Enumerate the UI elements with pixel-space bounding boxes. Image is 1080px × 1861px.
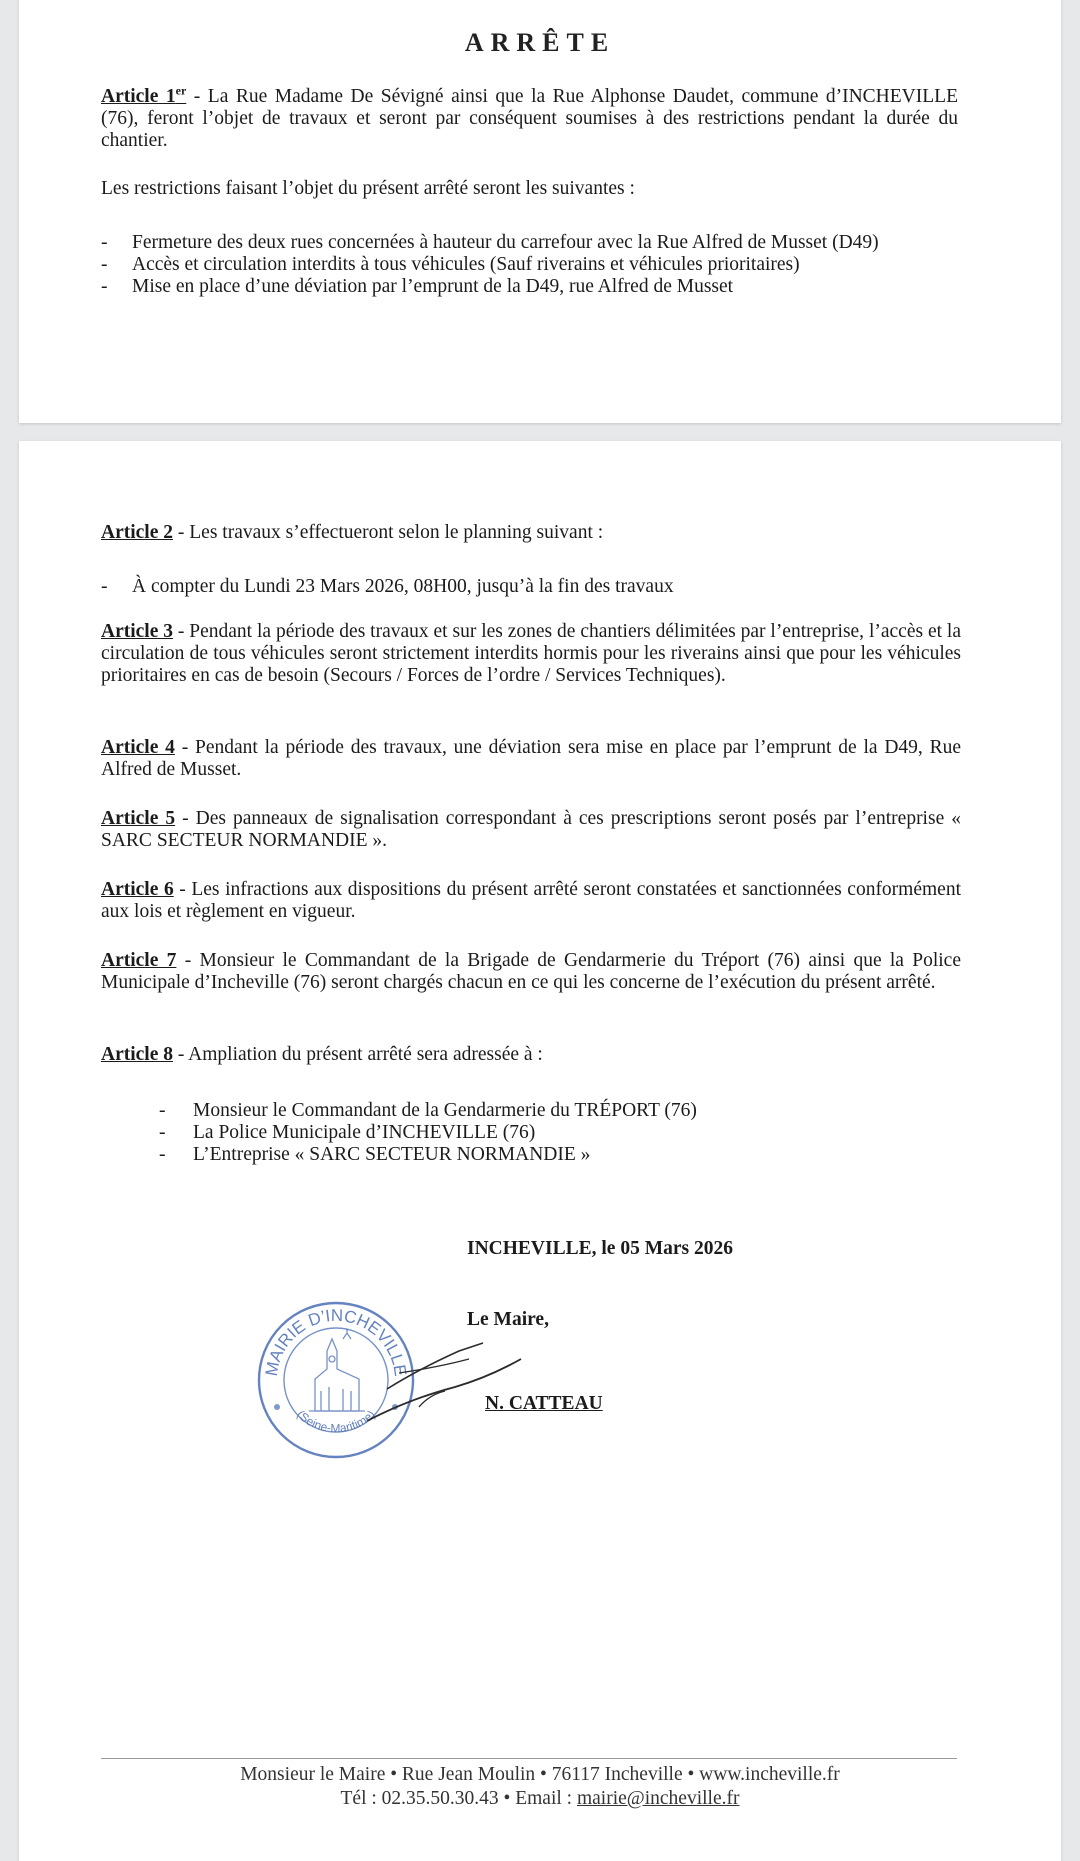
article-2-text: - Les travaux s’effectueront selon le planning suivant : (173, 522, 604, 543)
article-8-label: Article 8 (101, 1044, 174, 1065)
article-3 (101, 621, 961, 687)
footer-divider (101, 1758, 957, 1759)
footer-tel: Tél : 02.35.50.30.43 • Email : (340, 1788, 577, 1809)
article-1-sup: er (175, 83, 187, 98)
signature-name: N. CATTEAU (485, 1393, 603, 1414)
article-7 (101, 950, 961, 994)
footer-address: Monsieur le Maire • Rue Jean Moulin • 76117 Incheville • www.incheville.fr (240, 1764, 840, 1785)
list-item: - Fermeture des deux rues concernées à hauteur du carrefour avec la Rue Alfred de Musset (D49) (101, 232, 961, 254)
article-6-label: Article 6 (101, 879, 174, 900)
article-6 (101, 879, 961, 923)
article-8 (101, 1044, 961, 1066)
document-page-2 (19, 441, 1061, 1861)
article-4-text: - Pendant la période des travaux, une déviation sera mise en place par l’emprunt de la D49, Rue Alfred de Musset. (101, 737, 961, 780)
planning-list (101, 576, 961, 598)
mayor-signature (359, 1329, 529, 1439)
stamp-text-top: MAIRIE D’INCHEVILLE (261, 1305, 411, 1378)
list-item: - Accès et circulation interdits à tous véhicules (Sauf riverains et véhicules prioritaires) (101, 254, 961, 276)
article-1-label: Article 1 (101, 86, 176, 107)
article-7-text: - Monsieur le Commandant de la Brigade de Gendarmerie du Tréport (76) ainsi que la Police Municipale d’Incheville (76) seront chargés chacun en ce qui les concerne de l’exécution du présent arrêté. (101, 950, 961, 993)
article-5 (101, 808, 961, 852)
church-emblem-icon (309, 1329, 365, 1411)
article-4 (101, 737, 961, 781)
list-item: - L’Entreprise « SARC SECTEUR NORMANDIE » (159, 1144, 959, 1166)
article-7-label: Article 7 (101, 950, 177, 971)
article-1-text: - La Rue Madame De Sévigné ainsi que la Rue Alphonse Daudet, commune d’INCHEVILLE (76), feront l’objet de travaux et seront par conséquent soumises à des restrictions pendant la durée du chantier. (101, 86, 958, 151)
article-4-label: Article 4 (101, 737, 175, 758)
article-3-label: Article 3 (101, 621, 174, 642)
restrictions-intro: Les restrictions faisant l’objet du présent arrêté seront les suivantes : (101, 178, 635, 199)
article-3-text: - Pendant la période des travaux et sur les zones de chantiers délimitées par l’entreprise, l’accès et la circulation de tous véhicules seront strictement interdits hormis pour les riverains ainsi que pour les véhicules prioritaires en cas de besoin (Secours / Forces de l’ordre / Services Techniques). (101, 621, 961, 686)
page-title: ARRÊTE (464, 28, 616, 57)
article-8-text: - Ampliation du présent arrêté sera adressée à : (173, 1044, 543, 1065)
article-6-text: - Les infractions aux dispositions du présent arrêté seront constatées et sanctionnées conformément aux lois et règlement en vigueur. (101, 879, 961, 922)
footer (19, 1763, 1061, 1811)
list-item: - Monsieur le Commandant de la Gendarmerie du TRÉPORT (76) (159, 1100, 959, 1122)
signature-role: Le Maire, (467, 1309, 549, 1330)
document-page-1 (19, 0, 1061, 423)
article-2-label: Article 2 (101, 522, 174, 543)
article-2 (101, 522, 958, 544)
footer-contact (19, 1787, 1061, 1811)
signature-place-date: INCHEVILLE, le 05 Mars 2026 (467, 1238, 733, 1259)
article-1 (101, 83, 958, 152)
article-5-text: - Des panneaux de signalisation correspondant à ces prescriptions seront posés par l’entreprise « SARC SECTEUR NORMANDIE ». (101, 808, 961, 851)
list-item: - Mise en place d’une déviation par l’emprunt de la D49, rue Alfred de Musset (101, 276, 961, 298)
restrictions-list (101, 232, 961, 298)
article-5-label: Article 5 (101, 808, 176, 829)
list-item: - La Police Municipale d’INCHEVILLE (76) (159, 1122, 959, 1144)
list-item: - À compter du Lundi 23 Mars 2026, 08H00, jusqu’à la fin des travaux (101, 576, 961, 598)
recipients-list (159, 1100, 959, 1166)
footer-email-link[interactable]: mairie@incheville.fr (576, 1788, 740, 1809)
stamp-text-bottom: (Seine-Maritime) (294, 1407, 378, 1436)
